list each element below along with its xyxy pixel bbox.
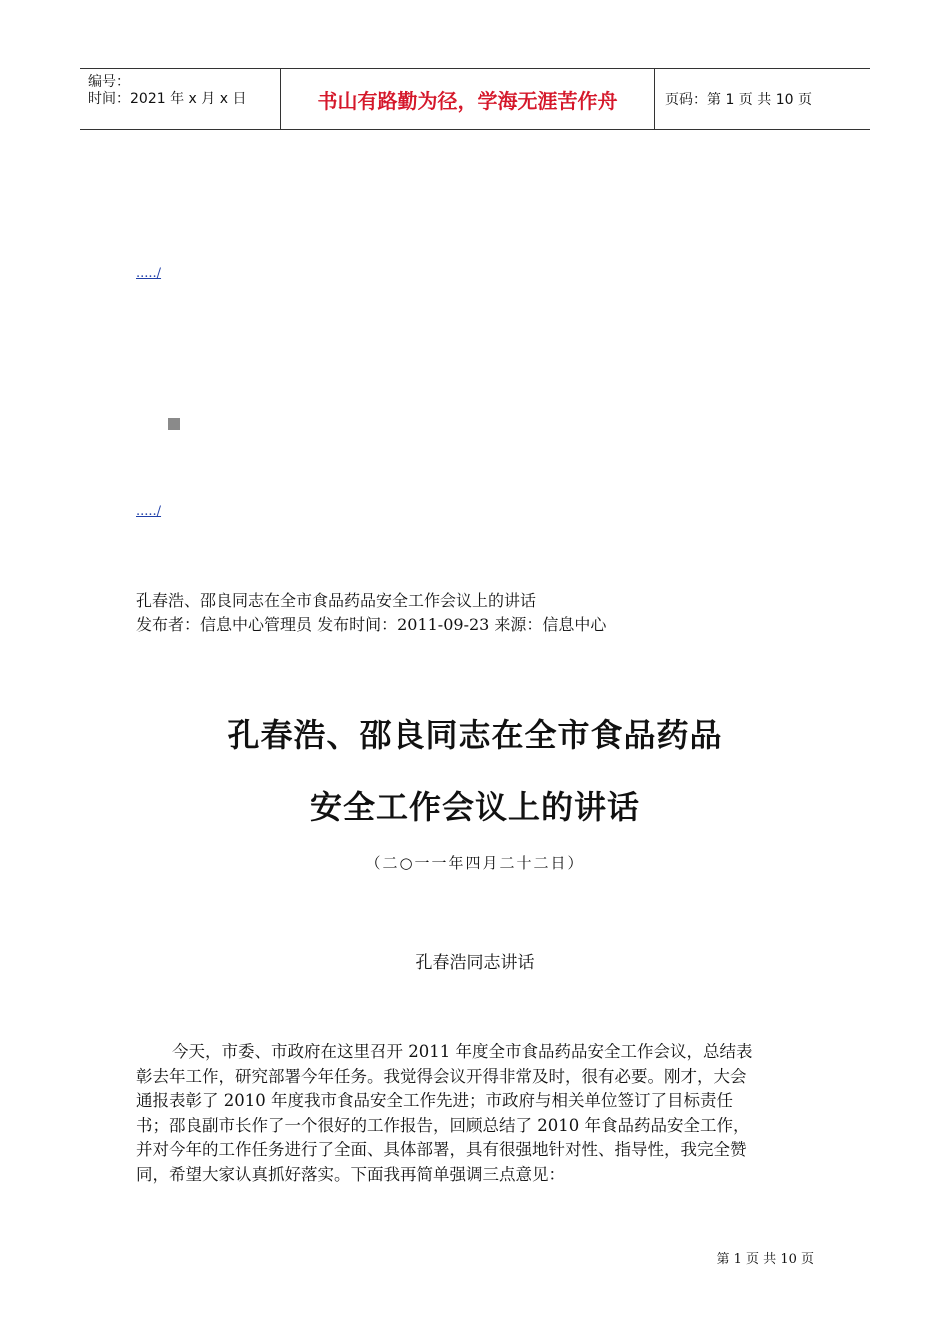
speech-date: （二○一一年四月二十二日） bbox=[365, 854, 585, 872]
body-line: 并对今年的工作任务进行了全面、具体部署，具有很强地针对性、指导性，我完全赞 bbox=[136, 1140, 747, 1159]
body-line: 通报表彰了 2010 年度我市食品安全工作先进；市政府与相关单位签订了目标责任 bbox=[136, 1091, 733, 1110]
body-line: 书；邵良副市长作了一个很好的工作报告，回顾总结了 2010 年食品药品安全工作， bbox=[136, 1115, 750, 1135]
body-line: 彰去年工作，研究部署今年任务。我觉得会议开得非常及时，很有必要。刚才，大会 bbox=[136, 1066, 747, 1086]
header-info-cell bbox=[80, 69, 281, 129]
time-label: 时间：2021 年 x 月 x 日 bbox=[88, 91, 247, 107]
page-footer: 第 1 页 共 10 页 bbox=[716, 1252, 814, 1267]
body-paragraph bbox=[136, 1040, 826, 1187]
header-table bbox=[80, 68, 870, 130]
meta-title: 孔春浩、邵良同志在全市食品药品安全工作会议上的讲话 bbox=[136, 591, 537, 610]
title-line-2: 安全工作会议上的讲话 bbox=[309, 788, 640, 826]
number-label: 编号： bbox=[88, 74, 130, 90]
body-line: 同，希望大家认真抓好落实。下面我再简单强调三点意见： bbox=[136, 1164, 565, 1184]
motto: 书山有路勤为径，学海无涯苦作舟 bbox=[281, 69, 655, 129]
speaker-heading: 孔春浩同志讲话 bbox=[415, 953, 535, 973]
meta-publish-info: 发布者：信息中心管理员 发布时间：2011-09-23 来源：信息中心 bbox=[136, 615, 607, 634]
title-line-1: 孔春浩、邵良同志在全市食品药品 bbox=[227, 716, 723, 754]
broken-image-icon bbox=[168, 418, 180, 430]
link-1[interactable]: ...../ bbox=[136, 266, 162, 281]
body-line: 今天，市委、市政府在这里召开 2011 年度全市食品药品安全工作会议，总结表 bbox=[172, 1042, 753, 1061]
page-number: 页码：第 1 页 共 10 页 bbox=[665, 92, 812, 108]
link-2[interactable]: ...../ bbox=[136, 504, 162, 519]
